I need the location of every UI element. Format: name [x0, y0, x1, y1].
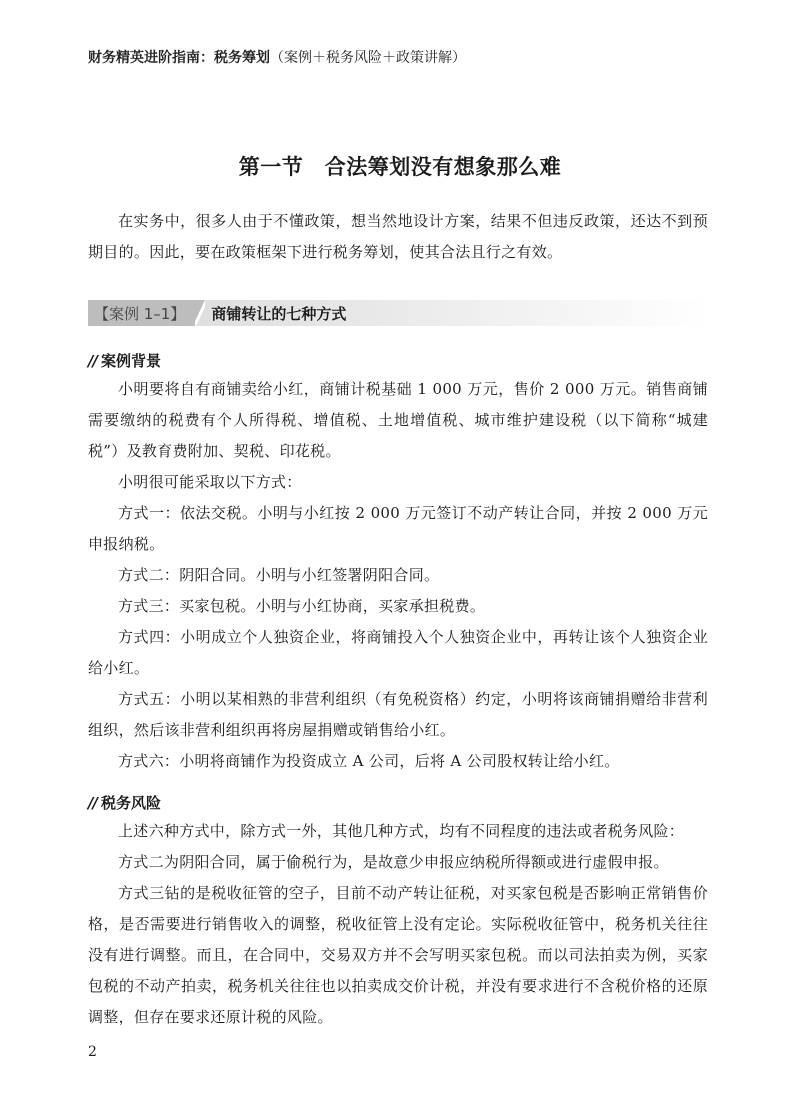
book-title: 财务精英进阶指南：税务筹划: [88, 50, 270, 66]
section-title: 第一节 合法筹划没有想象那么难: [238, 154, 562, 179]
risk-paragraph: 方式三钻的是税收征管的空子，目前不动产转让征税，对买家包税是否影响正常销售价格，是否需要进行销售收入的调整，税收征管上没有定论。实际税收征管中，税务机关往往没有进行调整。而且，在合同中，交易双方并不会写明买家包税。而以司法拍卖为例，买家包税的不动产拍卖，税务机关往往也以拍卖成交价计税，并没有要求进行不含税价格的还原调整，但存在要求还原计税的风险。: [88, 884, 708, 1026]
intro-block: [88, 206, 708, 268]
risk-paragraph: 方式二为阴阳合同，属于偷税行为，是故意少申报应纳税所得额或进行虚假申报。: [118, 853, 669, 871]
background-heading: [88, 350, 161, 372]
background-paragraph: 方式四：小明成立个人独资企业，将商铺投入个人独资企业中，再转让该个人独资企业给小红。: [88, 628, 708, 677]
risk-heading: [88, 792, 161, 814]
background-paragraph: 方式五：小明以某相熟的非营利组织（有免税资格）约定，小明将该商铺捐赠给非营利组织，然后该非营利组织再将房屋捐赠或销售给小红。: [88, 690, 708, 739]
case-tag: 【案例 1–1】: [88, 300, 195, 326]
intro-paragraph: 在实务中，很多人由于不懂政策，想当然地设计方案，结果不但违反政策，还达不到预期目的。因此，要在政策框架下进行税务筹划，使其合法且行之有效。: [88, 212, 708, 261]
case-title: 商铺转让的七种方式: [211, 304, 347, 323]
heading-mark-icon: //: [88, 352, 97, 370]
background-paragraph: 方式三：买家包税。小明与小红协商，买家承担税费。: [118, 597, 486, 615]
risk-paragraph: 上述六种方式中，除方式一外，其他几种方式，均有不同程度的违法或者税务风险：: [118, 822, 685, 840]
background-paragraph: 小明要将自有商铺卖给小红，商铺计税基础 1 000 万元，售价 2 000 万元。销售商铺需要缴纳的税费有个人所得税、增值税、土地增值税、城市维护建设税（以下简称“城建税”）及教育费附加、契税、印花税。: [88, 380, 708, 460]
case-slash-decoration: [195, 300, 205, 326]
heading-mark-icon: //: [88, 794, 97, 812]
background-block: [88, 374, 708, 777]
case-banner: [88, 300, 708, 326]
background-paragraph: 方式六：小明将商铺作为投资成立 A 公司，后将 A 公司股权转让给小红。: [118, 752, 620, 770]
book-subtitle: （案例＋税务风险＋政策讲解）: [270, 50, 466, 66]
running-header: [88, 48, 740, 68]
risk-block: [88, 816, 708, 1033]
background-heading-text: 案例背景: [100, 352, 161, 370]
risk-heading-text: 税务风险: [100, 794, 161, 812]
background-paragraph: 方式二：阴阳合同。小明与小红签署阴阳合同。: [118, 566, 440, 584]
background-paragraph: 方式一：依法交税。小明与小红按 2 000 万元签订不动产转让合同，并按 2 000 万元申报纳税。: [88, 504, 708, 553]
page-number: 2: [88, 1044, 97, 1060]
background-paragraph: 小明很可能采取以下方式：: [118, 473, 302, 491]
